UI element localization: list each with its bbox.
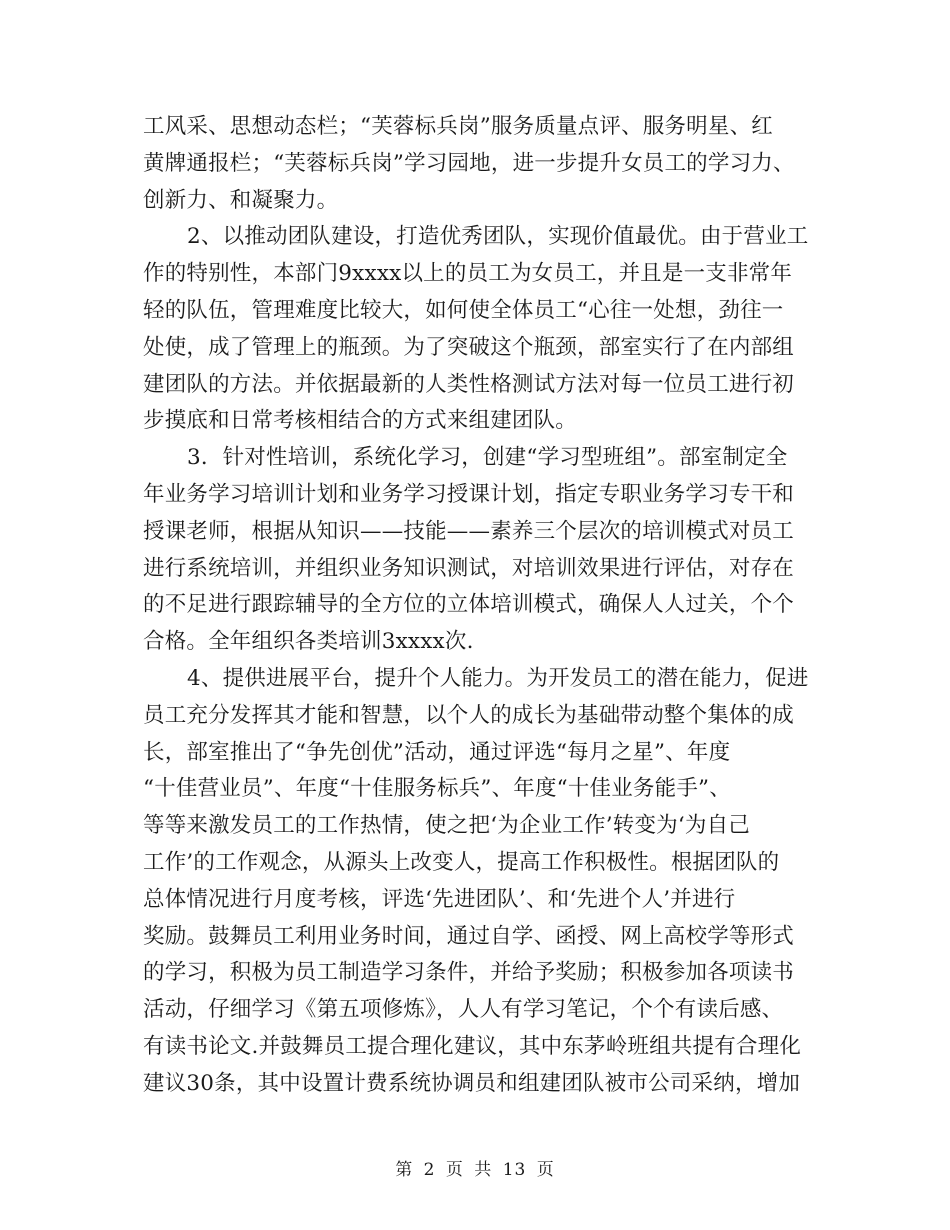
text-line: 活动，仔细学习《第五项修炼》，人人有学习笔记，个个有读后感、 xyxy=(143,997,784,1023)
text-line: 步摸底和日常考核相结合的方式来组建团队。 xyxy=(143,408,578,434)
paragraph-start-line: 4、提供进展平台，提升个人能力。为开发员工的潜在能力，促进 xyxy=(187,665,809,691)
text-line: 年业务学习培训计划和业务学习授课计划，指定专职业务学习专干和 xyxy=(143,481,795,507)
document-body xyxy=(143,109,809,1103)
text-line: 的不足进行跟踪辅导的全方位的立体培训模式，确保人人过关，个个 xyxy=(143,592,795,618)
text-line: 授课老师，根据从知识——技能——素养三个层次的培训模式对员工 xyxy=(143,518,795,544)
text-line: 工风采、思想动态栏；“芙蓉标兵岗”服务质量点评、服务明星、红 xyxy=(143,114,773,139)
text-line: 长，部室推出了“争先创优”活动，通过评选“每月之星”、年度 xyxy=(143,739,731,765)
text-line: “十佳营业员”、年度“十佳服务标兵”、年度“十佳业务能手”、 xyxy=(143,776,731,802)
text-line: 等等来激发员工的工作热情，使之把‘为企业工作’转变为‘为自己 xyxy=(143,813,751,839)
text-line: 进行系统培训，并组织业务知识测试，对培训效果进行评估，对存在 xyxy=(143,555,795,581)
text-line: 建议30条，其中设置计费系统协调员和组建团队被市公司采纳，增加 xyxy=(143,1070,801,1096)
text-line: 工作’的工作观念，从源头上改变人，提高工作积极性。根据团队的 xyxy=(143,849,780,875)
text-line: 员工充分发挥其才能和智慧，以个人的成长为基础带动整个集体的成 xyxy=(143,702,795,728)
text-line: 的学习，积极为员工制造学习条件，并给予奖励；积极参加各项读书 xyxy=(143,960,795,986)
text-line: 总体情况进行月度考核，评选‘先进团队’、和‘先进个人’并进行 xyxy=(143,886,736,912)
text-line: 轻的队伍，管理难度比较大，如何使全体员工“心往一处想，劲往一 xyxy=(143,297,784,323)
paragraph-start-line: 2、以推动团队建设，打造优秀团队，实现价值最优。由于营业工 xyxy=(187,224,809,250)
text-line: 作的特别性，本部门9xxxx以上的员工为女员工，并且是一支非常年 xyxy=(143,261,793,287)
text-line: 有读书论文.并鼓舞员工提合理化建议，其中东茅岭班组共提有合理化 xyxy=(143,1033,802,1059)
page-number-footer: 第 2 页 共 13 页 xyxy=(395,1160,555,1180)
text-line: 黄牌通报栏；“芙蓉标兵岗”学习园地，进一步提升女员工的学习力、 xyxy=(143,150,795,176)
text-line: 处使，成了管理上的瓶颈。为了突破这个瓶颈，部室实行了在内部组 xyxy=(143,334,795,360)
paragraph-start-line: 3．针对性培训，系统化学习，创建“学习型班组”。部室制定全 xyxy=(187,445,788,471)
text-line: 合格。全年组织各类培训3xxxx次. xyxy=(143,629,474,655)
text-line: 奖励。鼓舞员工利用业务时间，通过自学、函授、网上高校学等形式 xyxy=(143,923,795,949)
text-line: 建团队的方法。并依据最新的人类性格测试方法对每一位员工进行初 xyxy=(143,371,795,397)
text-line: 创新力、和凝聚力。 xyxy=(143,187,339,213)
